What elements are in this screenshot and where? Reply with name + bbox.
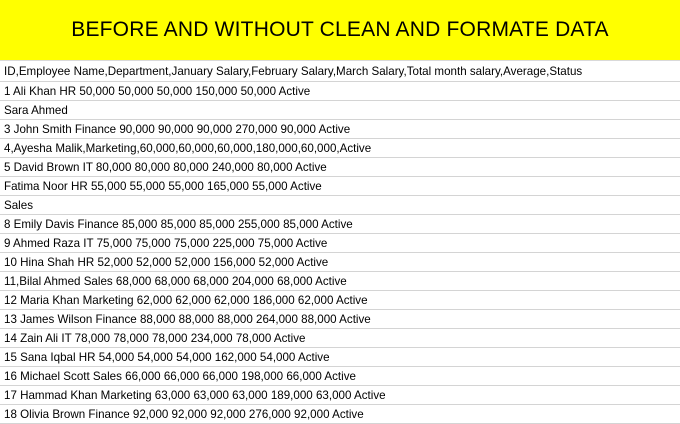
data-row[interactable]: 9 Ahmed Raza IT 75,000 75,000 75,000 225,000 75,000 Active	[0, 234, 680, 253]
data-row[interactable]: 12 Maria Khan Marketing 62,000 62,000 62,000 186,000 62,000 Active	[0, 291, 680, 310]
data-row[interactable]: 11,Bilal Ahmed Sales 68,000 68,000 68,000 204,000 68,000 Active	[0, 272, 680, 291]
data-row[interactable]: 5 David Brown IT 80,000 80,000 80,000 240,000 80,000 Active	[0, 158, 680, 177]
data-row[interactable]: 17 Hammad Khan Marketing 63,000 63,000 63,000 189,000 63,000 Active	[0, 386, 680, 405]
data-row[interactable]: 8 Emily Davis Finance 85,000 85,000 85,000 255,000 85,000 Active	[0, 215, 680, 234]
data-row[interactable]: 15 Sana Iqbal HR 54,000 54,000 54,000 162,000 54,000 Active	[0, 348, 680, 367]
data-row[interactable]: 18 Olivia Brown Finance 92,000 92,000 92,000 276,000 92,000 Active	[0, 405, 680, 424]
header-row[interactable]: ID,Employee Name,Department,January Salary,February Salary,March Salary,Total month salary,Average,Status	[0, 61, 680, 82]
data-row[interactable]: 13 James Wilson Finance 88,000 88,000 88,000 264,000 88,000 Active	[0, 310, 680, 329]
data-row[interactable]: Fatima Noor HR 55,000 55,000 55,000 165,000 55,000 Active	[0, 177, 680, 196]
data-row[interactable]: 14 Zain Ali IT 78,000 78,000 78,000 234,000 78,000 Active	[0, 329, 680, 348]
data-row[interactable]: Sara Ahmed	[0, 101, 680, 120]
data-row[interactable]: Sales	[0, 196, 680, 215]
data-row[interactable]: 4,Ayesha Malik,Marketing,60,000,60,000,60,000,180,000,60,000,Active	[0, 139, 680, 158]
data-row[interactable]: 16 Michael Scott Sales 66,000 66,000 66,000 198,000 66,000 Active	[0, 367, 680, 386]
data-row[interactable]: 1 Ali Khan HR 50,000 50,000 50,000 150,000 50,000 Active	[0, 82, 680, 101]
sheet-title: BEFORE AND WITHOUT CLEAN AND FORMATE DATA	[71, 18, 609, 41]
data-rows	[0, 61, 680, 424]
title-cell[interactable]	[0, 0, 680, 61]
data-row[interactable]: 3 John Smith Finance 90,000 90,000 90,000 270,000 90,000 Active	[0, 120, 680, 139]
data-row[interactable]: 10 Hina Shah HR 52,000 52,000 52,000 156,000 52,000 Active	[0, 253, 680, 272]
